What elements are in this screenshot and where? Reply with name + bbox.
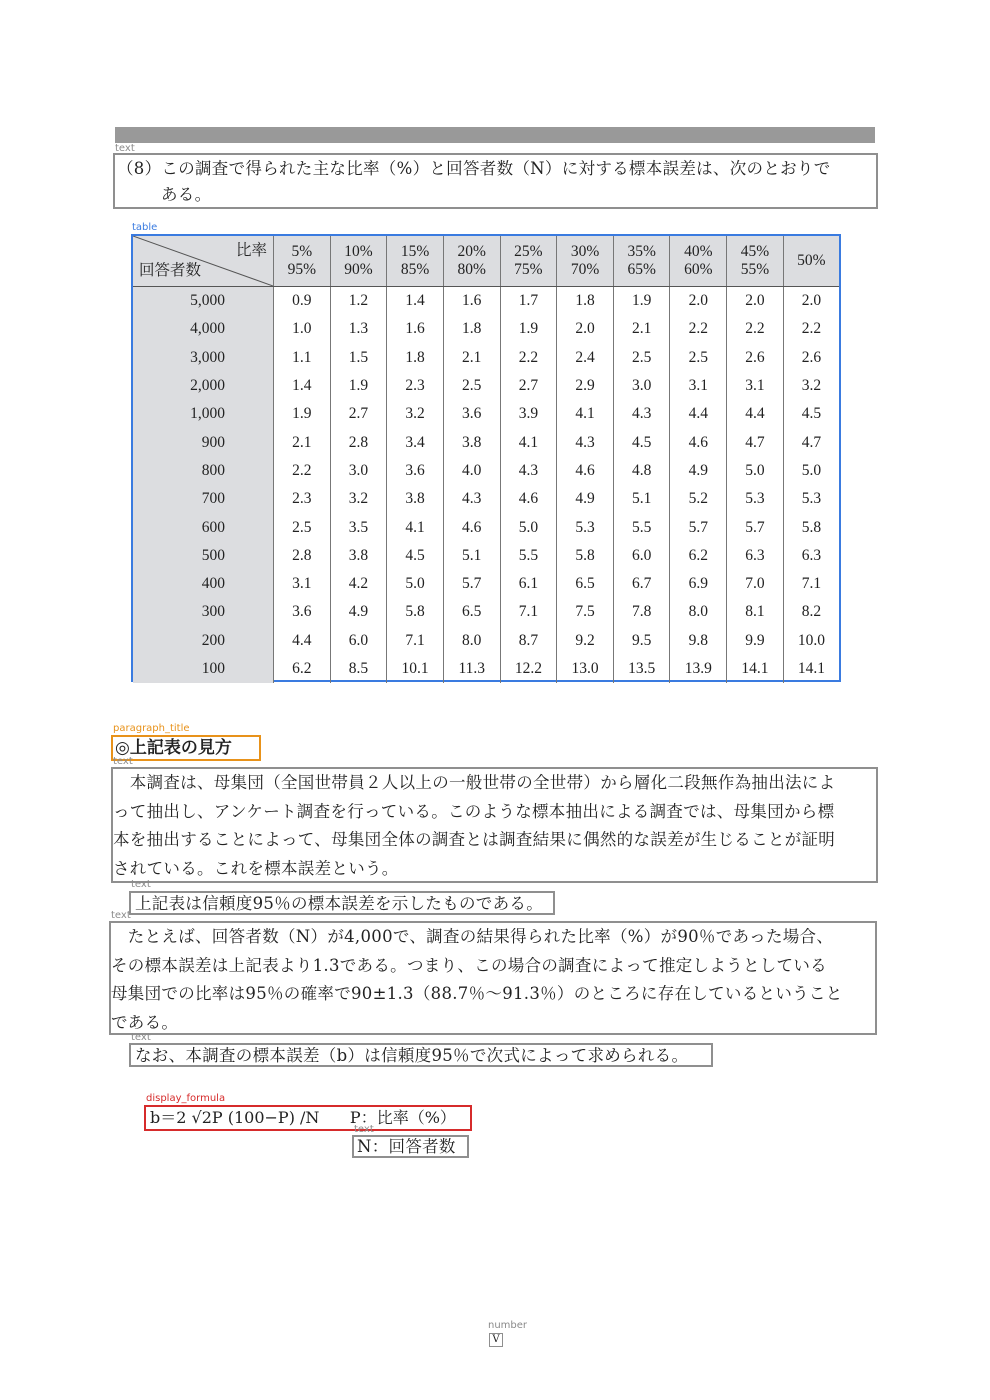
table-cell: 4.6 — [557, 457, 614, 485]
table-cell: 3.6 — [443, 400, 500, 428]
table-cell: 7.1 — [387, 627, 444, 655]
table-cell: 2.1 — [443, 344, 500, 372]
paragraph-line: 本を抽出することによって、母集団全体の調査とは調査結果に偶然的な誤差が生じることが証明 — [113, 830, 836, 849]
table-row — [133, 627, 839, 655]
table-cell: 6.9 — [670, 570, 727, 598]
table-cell: 4.5 — [387, 542, 444, 570]
column-header-top: 35% — [627, 243, 656, 260]
corner-ratio-label: 比率 — [235, 242, 267, 259]
table-cell: 2.3 — [274, 485, 331, 513]
layout-tag-text: text — [111, 910, 131, 921]
row-label-respondents: 400 — [133, 570, 274, 598]
table-cell: 2.8 — [274, 542, 331, 570]
column-header-2 — [387, 236, 444, 287]
section-title: ◎上記表の見方 — [111, 735, 261, 761]
paragraph-line: って抽出し、アンケート調査を行っている。このような標本抽出による調査では、母集団から標 — [113, 801, 835, 821]
table-cell: 2.0 — [557, 315, 614, 343]
column-header-6 — [613, 236, 670, 287]
row-label-respondents: 3,000 — [133, 344, 274, 372]
table-cell: 2.2 — [670, 315, 727, 343]
table-cell: 2.0 — [727, 287, 784, 316]
table-cell: 3.1 — [670, 372, 727, 400]
column-header-5 — [557, 236, 614, 287]
column-header-bottom: 70% — [570, 261, 600, 278]
table-cell: 4.1 — [387, 513, 444, 541]
row-label-respondents: 1,000 — [133, 400, 274, 428]
row-label-respondents: 900 — [133, 428, 274, 456]
layout-tag-number: number — [488, 1320, 528, 1331]
layout-tag-text: text — [115, 143, 135, 154]
display-formula: b＝2 √2P (100−P) /N P：比率（%） — [144, 1105, 472, 1131]
table-row — [133, 372, 839, 400]
table-cell: 3.8 — [330, 542, 387, 570]
table-cell: 4.6 — [500, 485, 557, 513]
table-cell: 1.3 — [330, 315, 387, 343]
table-cell: 5.0 — [727, 457, 784, 485]
table-cell: 3.4 — [387, 428, 444, 456]
table-cell: 3.6 — [387, 457, 444, 485]
column-header-top: 50% — [797, 252, 826, 269]
paragraph-line: たとえば、回答者数（N）が4,000で、調査の結果得られた比率（%）が90％であった場合、 — [111, 927, 834, 946]
table-cell: 8.0 — [670, 598, 727, 626]
table-cell: 2.5 — [613, 344, 670, 372]
table-cell: 7.0 — [727, 570, 784, 598]
table-cell: 6.2 — [670, 542, 727, 570]
table-cell: 4.5 — [613, 428, 670, 456]
paragraph-line: 母集団での比率は95％の確率で90±1.3（88.7％～91.3％）のところに存在しているということ — [111, 984, 843, 1003]
layout-tag-table: table — [132, 222, 158, 233]
table-cell: 4.3 — [500, 457, 557, 485]
table-cell: 5.1 — [443, 542, 500, 570]
table-cell: 1.4 — [387, 287, 444, 316]
table-cell: 2.5 — [274, 513, 331, 541]
table-cell: 1.8 — [387, 344, 444, 372]
table-cell: 1.8 — [443, 315, 500, 343]
page-number: Ⅴ — [489, 1333, 503, 1347]
column-header-bottom: 60% — [684, 261, 713, 278]
table-cell: 8.0 — [443, 627, 500, 655]
paragraph-sampling-method — [111, 767, 878, 883]
column-header-top: 20% — [457, 243, 486, 260]
paragraph-line: されている。これを標本誤差という。 — [113, 858, 399, 878]
layout-tag-text: text — [113, 756, 133, 767]
table-cell: 4.4 — [274, 627, 331, 655]
table-cell: 4.9 — [330, 598, 387, 626]
paragraph-line: である。 — [111, 1012, 179, 1032]
table-cell: 8.7 — [500, 627, 557, 655]
table-row — [133, 513, 839, 541]
table-cell: 5.7 — [443, 570, 500, 598]
table-cell: 2.4 — [557, 344, 614, 372]
table-cell: 2.2 — [274, 457, 331, 485]
table-cell: 13.5 — [613, 655, 670, 683]
row-label-respondents: 100 — [133, 655, 274, 683]
column-header-bottom: 55% — [740, 261, 770, 278]
table-cell: 5.3 — [727, 485, 784, 513]
row-label-respondents: 700 — [133, 485, 274, 513]
table-cell: 1.6 — [443, 287, 500, 316]
table-cell: 4.1 — [500, 428, 557, 456]
table-cell: 3.8 — [387, 485, 444, 513]
header-bar — [115, 127, 875, 143]
table-row — [133, 655, 839, 683]
table-cell: 1.1 — [274, 344, 331, 372]
table-cell: 0.9 — [274, 287, 331, 316]
table-cell: 11.3 — [443, 655, 500, 683]
table-cell: 6.5 — [557, 570, 614, 598]
table-cell: 1.8 — [557, 287, 614, 316]
layout-tag-text: text — [131, 1032, 151, 1043]
table-cell: 5.8 — [557, 542, 614, 570]
table-row — [133, 428, 839, 456]
table-cell: 4.3 — [557, 428, 614, 456]
table-row — [133, 344, 839, 372]
table-cell: 3.1 — [727, 372, 784, 400]
table-row — [133, 570, 839, 598]
row-label-respondents: 2,000 — [133, 372, 274, 400]
table-cell: 10.1 — [387, 655, 444, 683]
table-cell: 5.7 — [727, 513, 784, 541]
table-cell: 1.9 — [330, 372, 387, 400]
table-cell: 6.3 — [783, 542, 839, 570]
table-cell: 13.9 — [670, 655, 727, 683]
formula-note-n: N：回答者数 — [352, 1135, 469, 1158]
table-cell: 2.6 — [783, 344, 839, 372]
table-row — [133, 457, 839, 485]
table-cell: 4.3 — [613, 400, 670, 428]
column-header-top: 10% — [344, 243, 373, 260]
row-label-respondents: 5,000 — [133, 287, 274, 316]
table-cell: 3.6 — [274, 598, 331, 626]
table-cell: 4.7 — [783, 428, 839, 456]
table-row — [133, 287, 839, 316]
corner-cell — [133, 236, 274, 287]
table-cell: 5.3 — [557, 513, 614, 541]
table-cell: 4.4 — [670, 400, 727, 428]
table-cell: 7.5 — [557, 598, 614, 626]
table-cell: 7.8 — [613, 598, 670, 626]
paragraph-example — [109, 921, 877, 1035]
table-cell: 1.9 — [613, 287, 670, 316]
table-cell: 5.0 — [387, 570, 444, 598]
column-header-1 — [330, 236, 387, 287]
table-cell: 2.0 — [783, 287, 839, 316]
table-header-row — [133, 236, 839, 287]
row-label-respondents: 500 — [133, 542, 274, 570]
table-cell: 5.0 — [783, 457, 839, 485]
table — [133, 236, 839, 683]
table-cell: 3.2 — [387, 400, 444, 428]
table-cell: 8.1 — [727, 598, 784, 626]
column-header-0 — [274, 236, 331, 287]
row-label-respondents: 800 — [133, 457, 274, 485]
column-header-top: 25% — [514, 243, 543, 260]
table-cell: 3.2 — [783, 372, 839, 400]
table-cell: 4.6 — [443, 513, 500, 541]
table-cell: 2.2 — [783, 315, 839, 343]
table-cell: 1.6 — [387, 315, 444, 343]
table-cell: 5.8 — [387, 598, 444, 626]
table-cell: 6.0 — [330, 627, 387, 655]
table-cell: 8.2 — [783, 598, 839, 626]
table-cell: 1.5 — [330, 344, 387, 372]
table-cell: 2.2 — [500, 344, 557, 372]
table-cell: 2.7 — [330, 400, 387, 428]
table-cell: 5.8 — [783, 513, 839, 541]
table-cell: 2.7 — [500, 372, 557, 400]
table-cell: 2.5 — [670, 344, 727, 372]
column-header-bottom: 95% — [287, 261, 317, 278]
table-cell: 2.1 — [613, 315, 670, 343]
table-cell: 2.6 — [727, 344, 784, 372]
table-row — [133, 598, 839, 626]
table-cell: 3.0 — [330, 457, 387, 485]
table-cell: 1.9 — [500, 315, 557, 343]
table-cell: 3.5 — [330, 513, 387, 541]
table-cell: 3.1 — [274, 570, 331, 598]
paragraph-line: その標本誤差は上記表より1.3である。つまり、この場合の調査によって推定しようとしている — [111, 955, 827, 975]
table-cell: 5.0 — [500, 513, 557, 541]
column-header-bottom: 75% — [514, 261, 543, 278]
column-header-4 — [500, 236, 557, 287]
table-cell: 8.5 — [330, 655, 387, 683]
table-cell: 6.1 — [500, 570, 557, 598]
table-cell: 4.5 — [783, 400, 839, 428]
table-row — [133, 315, 839, 343]
table-cell: 1.7 — [500, 287, 557, 316]
table-cell: 10.0 — [783, 627, 839, 655]
column-header-bottom: 90% — [344, 261, 373, 278]
table-cell: 14.1 — [783, 655, 839, 683]
table-cell: 9.2 — [557, 627, 614, 655]
table-cell: 4.3 — [443, 485, 500, 513]
table-cell: 6.0 — [613, 542, 670, 570]
row-label-respondents: 300 — [133, 598, 274, 626]
table-cell: 5.3 — [783, 485, 839, 513]
table-cell: 13.0 — [557, 655, 614, 683]
table-cell: 2.9 — [557, 372, 614, 400]
table-cell: 14.1 — [727, 655, 784, 683]
table-cell: 5.1 — [613, 485, 670, 513]
table-cell: 1.0 — [274, 315, 331, 343]
table-cell: 4.9 — [557, 485, 614, 513]
layout-tag-paragraph-title: paragraph_title — [113, 723, 190, 734]
row-label-respondents: 200 — [133, 627, 274, 655]
column-header-top: 30% — [570, 243, 600, 260]
table-cell: 4.2 — [330, 570, 387, 598]
table-cell: 2.1 — [274, 428, 331, 456]
table-cell: 7.1 — [500, 598, 557, 626]
row-label-respondents: 4,000 — [133, 315, 274, 343]
table-cell: 9.5 — [613, 627, 670, 655]
table-cell: 5.5 — [613, 513, 670, 541]
column-header-8 — [727, 236, 784, 287]
column-header-bottom: 85% — [400, 261, 430, 278]
column-header-9 — [783, 236, 839, 287]
table-cell: 2.0 — [670, 287, 727, 316]
column-header-top: 5% — [291, 243, 313, 260]
table-cell: 7.1 — [783, 570, 839, 598]
layout-tag-display-formula: display_formula — [146, 1093, 226, 1104]
corner-n-label: 回答者数 — [139, 262, 202, 279]
standard-error-table — [131, 234, 841, 682]
table-cell: 3.2 — [330, 485, 387, 513]
table-cell: 4.1 — [557, 400, 614, 428]
table-row — [133, 485, 839, 513]
table-cell: 6.5 — [443, 598, 500, 626]
table-cell: 2.2 — [727, 315, 784, 343]
table-cell: 6.7 — [613, 570, 670, 598]
column-header-bottom: 80% — [457, 261, 486, 278]
table-cell: 4.4 — [727, 400, 784, 428]
layout-tag-text: text — [354, 1124, 374, 1135]
table-cell: 4.8 — [613, 457, 670, 485]
intro-paragraph — [113, 153, 878, 209]
table-cell: 1.4 — [274, 372, 331, 400]
table-cell: 1.2 — [330, 287, 387, 316]
table-cell: 3.9 — [500, 400, 557, 428]
intro-line-2: ある。 — [161, 185, 212, 204]
table-cell: 9.8 — [670, 627, 727, 655]
paragraph-line: 本調査は、母集団（全国世帯員２人以上の一般世帯の全世帯）から層化二段無作為抽出法によ — [113, 773, 836, 792]
column-header-top: 15% — [400, 243, 430, 260]
table-cell: 1.9 — [274, 400, 331, 428]
table-cell: 6.2 — [274, 655, 331, 683]
column-header-bottom: 65% — [627, 261, 656, 278]
column-header-top: 45% — [740, 243, 770, 260]
table-cell: 9.9 — [727, 627, 784, 655]
table-row — [133, 400, 839, 428]
table-cell: 5.7 — [670, 513, 727, 541]
paragraph-confidence: 上記表は信頼度95％の標本誤差を示したものである。 — [129, 891, 555, 915]
table-cell: 12.2 — [500, 655, 557, 683]
table-cell: 3.8 — [443, 428, 500, 456]
table-cell: 3.0 — [613, 372, 670, 400]
layout-tag-text: text — [131, 879, 151, 890]
table-cell: 4.0 — [443, 457, 500, 485]
column-header-top: 40% — [684, 243, 713, 260]
row-label-respondents: 600 — [133, 513, 274, 541]
table-cell: 4.9 — [670, 457, 727, 485]
table-cell: 5.5 — [500, 542, 557, 570]
table-cell: 2.3 — [387, 372, 444, 400]
table-row — [133, 542, 839, 570]
column-header-3 — [443, 236, 500, 287]
table-cell: 4.6 — [670, 428, 727, 456]
table-cell: 2.8 — [330, 428, 387, 456]
table-cell: 5.2 — [670, 485, 727, 513]
column-header-7 — [670, 236, 727, 287]
intro-line-1: （8）この調査で得られた主な比率（%）と回答者数（N）に対する標本誤差は、次のとおりで — [117, 159, 831, 178]
table-cell: 2.5 — [443, 372, 500, 400]
table-cell: 6.3 — [727, 542, 784, 570]
table-cell: 4.7 — [727, 428, 784, 456]
paragraph-formula-intro: なお、本調査の標本誤差（b）は信頼度95％で次式によって求められる。 — [129, 1043, 713, 1067]
